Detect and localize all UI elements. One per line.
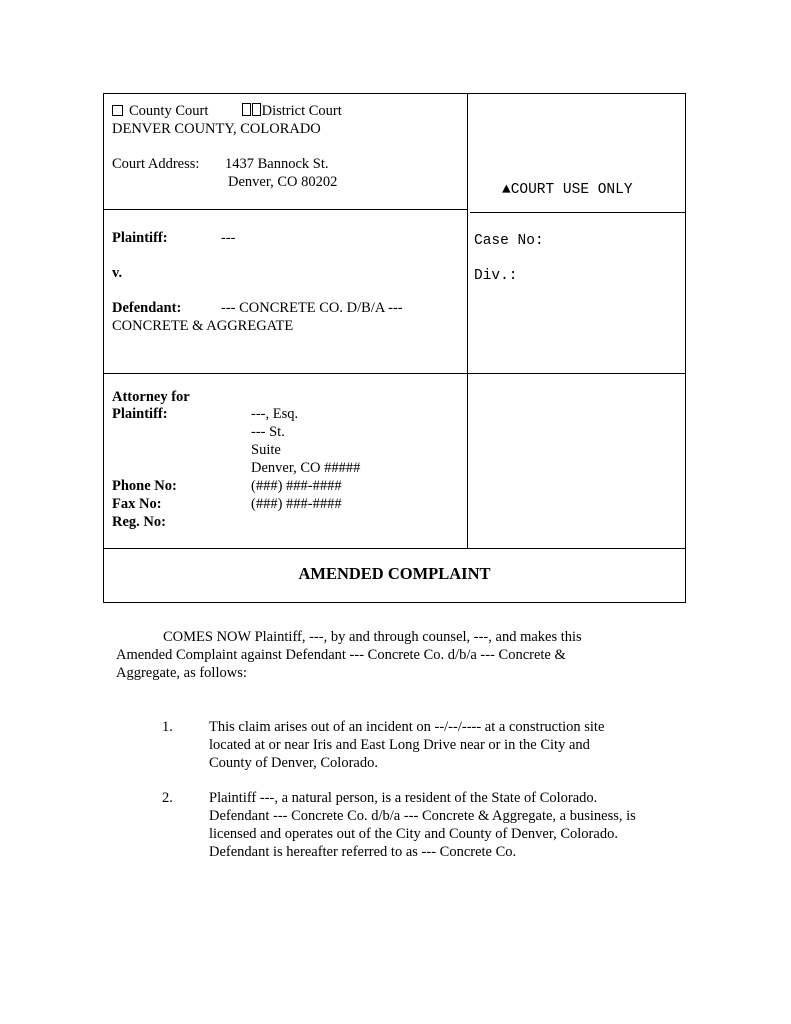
numbered-item	[209, 789, 636, 861]
intro-line: Amended Complaint against Defendant --- Concrete Co. d/b/a --- Concrete &	[116, 647, 566, 663]
attorney-street: --- St.	[251, 424, 285, 440]
plaintiff-value: ---	[221, 230, 236, 246]
fax-label: Fax No:	[112, 496, 162, 512]
caption-divider-parties	[104, 373, 685, 374]
attorney-name: ---, Esq.	[251, 406, 299, 422]
county-court-checkbox[interactable]	[112, 105, 123, 116]
item-number: 2.	[162, 790, 173, 806]
numbered-item	[209, 718, 604, 772]
plaintiff-label: Plaintiff:	[112, 230, 168, 246]
item-number: 1.	[162, 719, 173, 735]
item-line: located at or near Iris and East Long Drive near or in the City and	[209, 737, 590, 753]
court-use-marker: ▲	[502, 182, 511, 198]
court-use-only	[502, 181, 633, 199]
caption-vertical-divider	[467, 94, 468, 549]
attorney-city: Denver, CO #####	[251, 460, 361, 476]
defendant-value-line1: --- CONCRETE CO. D/B/A ---	[221, 300, 403, 316]
case-caption-table	[103, 93, 686, 603]
item-line: Plaintiff ---, a natural person, is a resident of the State of Colorado.	[209, 790, 598, 806]
case-no-label: Case No:	[474, 233, 544, 249]
county-court-label: County Court	[129, 103, 209, 119]
attorney-label-line1: Attorney for	[112, 389, 190, 405]
court-selection	[112, 102, 342, 120]
caption-divider-court	[104, 209, 467, 210]
defendant-value-line2: CONCRETE & AGGREGATE	[112, 318, 294, 334]
court-address-line1: 1437 Bannock St.	[225, 156, 329, 172]
item-line: County of Denver, Colorado.	[209, 755, 378, 771]
defendant-label: Defendant:	[112, 300, 182, 316]
district-court-checkbox-glyph-2	[252, 103, 261, 116]
jurisdiction: DENVER COUNTY, COLORADO	[112, 121, 321, 137]
court-use-only-label: COURT USE ONLY	[510, 182, 633, 198]
caption-divider-court-use	[470, 212, 685, 213]
court-address-line2: Denver, CO 80202	[228, 174, 338, 190]
phone-label: Phone No:	[112, 478, 177, 494]
district-court-label: District Court	[261, 103, 342, 119]
item-line: Defendant is hereafter referred to as --- Concrete Co.	[209, 844, 517, 860]
versus: v.	[112, 265, 123, 281]
phone-value: (###) ###-####	[251, 478, 342, 494]
district-court-checkbox-glyph[interactable]	[242, 103, 251, 116]
court-address-label: Court Address:	[112, 156, 200, 172]
intro-line: Aggregate, as follows:	[116, 665, 247, 681]
intro-paragraph	[116, 628, 616, 682]
item-line: licensed and operates out of the City and County of Denver, Colorado.	[209, 826, 618, 842]
item-line: This claim arises out of an incident on --/--/---- at a construction site	[209, 719, 605, 735]
attorney-label-line2: Plaintiff:	[112, 406, 168, 422]
document-title: AMENDED COMPLAINT	[298, 564, 491, 583]
attorney-suite: Suite	[251, 442, 281, 458]
item-line: Defendant --- Concrete Co. d/b/a --- Concrete & Aggregate, a business, is	[209, 808, 636, 824]
intro-line: COMES NOW Plaintiff, ---, by and through counsel, ---, and makes this	[163, 629, 582, 645]
caption-divider-attorney	[104, 548, 685, 549]
div-label: Div.:	[474, 268, 518, 284]
reg-label: Reg. No:	[112, 514, 166, 530]
fax-value: (###) ###-####	[251, 496, 342, 512]
